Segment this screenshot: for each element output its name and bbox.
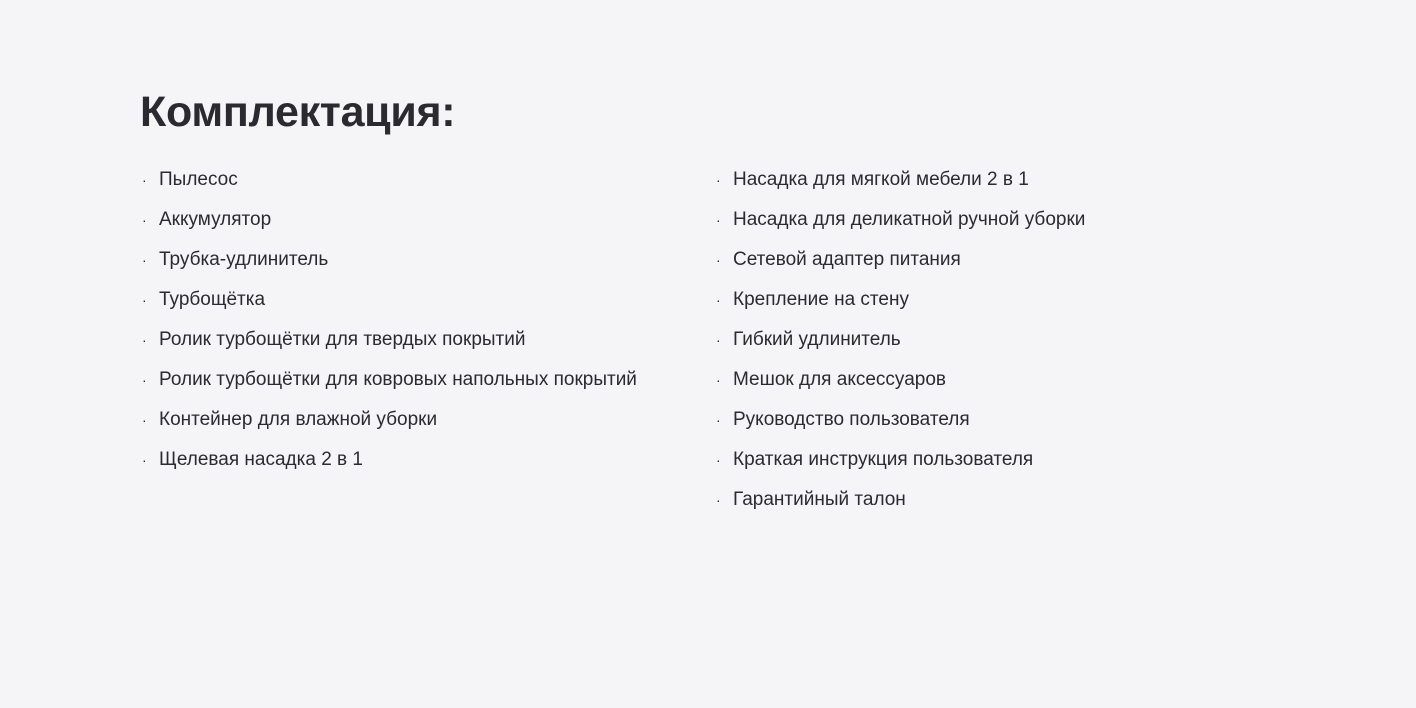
list-item: [714, 362, 1274, 402]
list-item: [714, 202, 1274, 242]
list-item: [714, 322, 1274, 362]
list-item-label: Трубка-удлинитель: [159, 249, 329, 270]
bullet-icon: ·: [142, 372, 147, 388]
bullet-icon: ·: [716, 292, 721, 308]
list-item: [714, 242, 1274, 282]
list-item: [714, 282, 1274, 322]
list-item: [714, 402, 1274, 442]
list-item: [140, 242, 700, 282]
list-item-label: Гибкий удлинитель: [733, 329, 901, 350]
bullet-icon: ·: [716, 372, 721, 388]
page-title: Комплектация:: [140, 88, 456, 136]
list-item: [140, 362, 700, 402]
bullet-icon: ·: [716, 252, 721, 268]
list-item: [140, 402, 700, 442]
contents-list-left: [140, 162, 700, 482]
bullet-icon: ·: [716, 172, 721, 188]
bullet-icon: ·: [716, 332, 721, 348]
bullet-icon: ·: [716, 412, 721, 428]
list-item-label: Контейнер для влажной уборки: [159, 409, 438, 430]
list-item-label: Гарантийный талон: [733, 489, 906, 510]
bullet-icon: ·: [142, 452, 147, 468]
list-item-label: Крепление на стену: [733, 289, 909, 310]
package-contents-section: [140, 84, 1276, 510]
bullet-icon: ·: [142, 412, 147, 428]
list-item: [714, 162, 1274, 202]
bullet-icon: ·: [716, 212, 721, 228]
list-item: [140, 202, 700, 242]
list-item-label: Пылесос: [159, 169, 238, 190]
bullet-icon: ·: [142, 212, 147, 228]
list-item-label: Насадка для деликатной ручной уборки: [733, 209, 1086, 230]
list-item: [140, 322, 700, 362]
list-item-label: Руководство пользователя: [733, 409, 970, 430]
list-item: [714, 442, 1274, 482]
list-item: [140, 162, 700, 202]
list-item: [714, 482, 1274, 522]
bullet-icon: ·: [716, 492, 721, 508]
list-item: [140, 442, 700, 482]
list-item-label: Сетевой адаптер питания: [733, 249, 961, 270]
bullet-icon: ·: [142, 332, 147, 348]
list-item-label: Мешок для аксессуаров: [733, 369, 946, 390]
list-item-label: Краткая инструкция пользователя: [733, 449, 1034, 470]
list-item-label: Ролик турбощётки для ковровых напольных покрытий: [159, 369, 637, 390]
bullet-icon: ·: [142, 172, 147, 188]
list-item-label: Турбощётка: [159, 289, 266, 310]
list-item-label: Ролик турбощётки для твердых покрытий: [159, 329, 526, 350]
list-item-label: Аккумулятор: [159, 209, 272, 230]
bullet-icon: ·: [142, 292, 147, 308]
contents-list-right: [714, 162, 1274, 522]
list-item-label: Щелевая насадка 2 в 1: [159, 449, 363, 470]
bullet-icon: ·: [142, 252, 147, 268]
bullet-icon: ·: [716, 452, 721, 468]
list-item: [140, 282, 700, 322]
list-item-label: Насадка для мягкой мебели 2 в 1: [733, 169, 1029, 190]
